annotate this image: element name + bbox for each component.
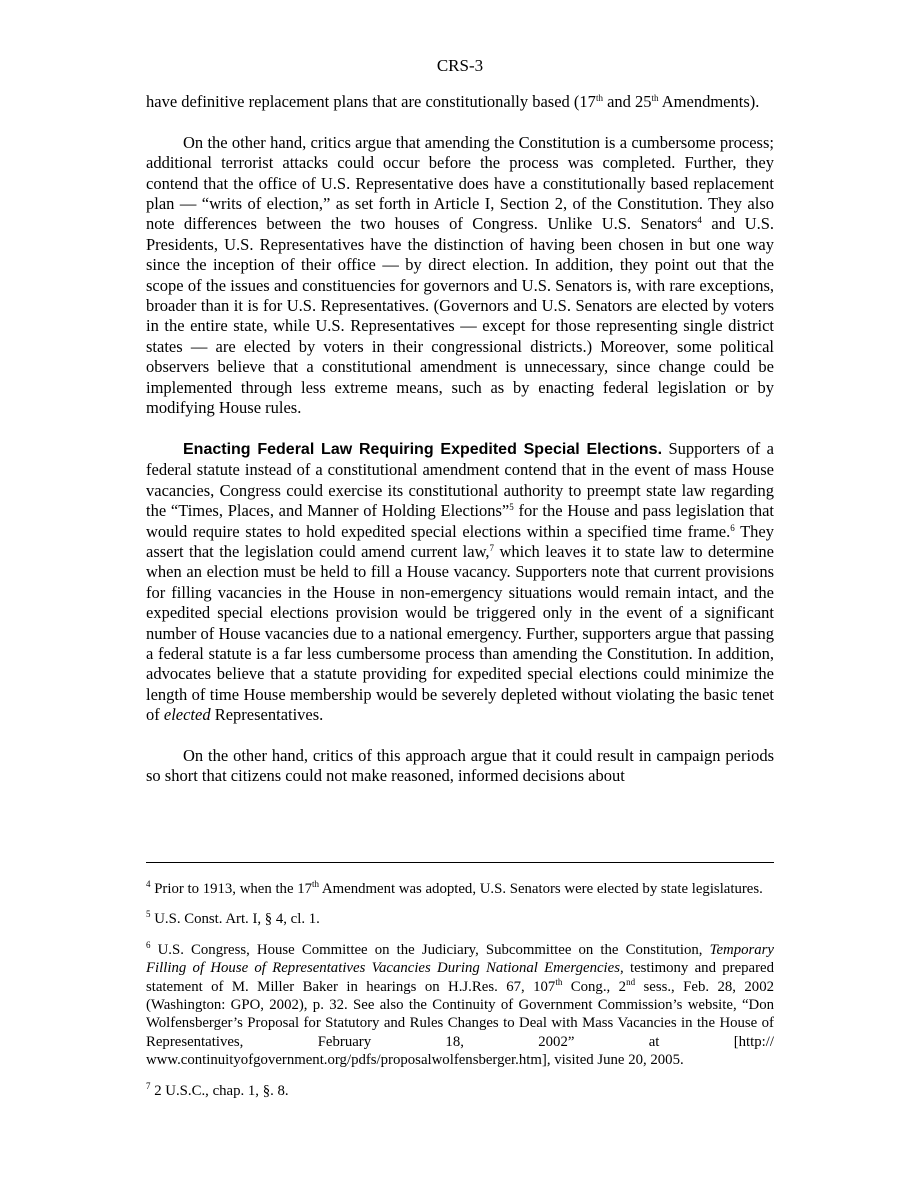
- footnote-divider: [146, 862, 774, 863]
- footnote-4: $^4$ Prior to 1913, when the 17th Amendment was adopted, U.S. Senators were elected by state legislatures.: [146, 879, 763, 897]
- footnote-5: $^5$ U.S. Const. Art. I, § 4, cl. 1.: [146, 909, 320, 928]
- footnote-6: $^6$ U.S. Congress, House Committee on the Judiciary, Subcommittee on the Constitution, Temporary Filling of House of Representatives Vacancies During National Emergencies, testimony and prepared statement of M. Miller Baker in hearings on H.J.Res. 67, 107th Cong., 2nd sess., Feb. 28, 2002 (Washington: GPO, 2002), p. 32. See also the Continuity of Government Commission’s website, “Don Wolfensberger’s Proposal for Statutory and Rules Changes to Deal with Mass Vacancies in the House of Representatives, February 18, 2002” at [http:// www.continuityofgovernment.org/pdfs/proposalwolfensberger.htm], visited June 20, 2005.: [146, 939, 774, 1069]
- footnotes: [146, 880, 774, 1112]
- paragraph-1: have definitive replacement plans that are constitutionally based (17th and 25th Amendments).: [146, 92, 760, 111]
- footnote-ref-7: 7: [489, 542, 495, 553]
- paragraph-4: On the other hand, critics of this approach argue that it could result in campaign periods so short that citizens could not make reasoned, informed decisions about: [146, 745, 774, 786]
- footnote-ref-5: 5: [509, 502, 514, 513]
- main-text: [146, 92, 774, 807]
- footnote-ref-4: 4: [697, 215, 702, 226]
- paragraph-3: Enacting Federal Law Requiring Expedited Special Elections. Supporters of a federal statute instead of a constitutional amendment contend that in the event of mass House vacancies, Congress could exercise its constitutional authority to preempt state law regarding the “Times, Places, and Manner of Holding Elections”$^5$ for the House and pass legislation that would require states to hold expedited special elections within a specified time frame.$^6$ They assert that the legislation could amend current law,$^7$ which leaves it to state law to determine when an election must be held to fill a House vacancy. Supporters note that current provisions for filling vacancies in the House in non-emergency situations would remain intact, and the expedited special elections provision would be triggered only in the event of a significant number of House vacancies due to a national emergency. Further, supporters argue that passing a federal statute is a far less cumbersome process than amending the Constitution. In addition, advocates believe that a statute providing for expedited special elections could minimize the length of time House membership would be severely depleted without violating the basic tenet of elected Representatives.: [146, 438, 775, 725]
- page-number: CRS-3: [436, 56, 484, 75]
- footnote-7: $^7$ 2 U.S.C., chap. 1, §. 8.: [146, 1080, 289, 1099]
- section-heading: Enacting Federal Law Requiring Expedited Special Elections.: [183, 440, 663, 458]
- footnote-ref-6: 6: [730, 522, 735, 533]
- paragraph-2: On the other hand, critics argue that amending the Constitution is a cumbersome process; additional terrorist attacks could occur before the process was completed. Further, they contend that the office of U.S. Representative does have a constitutionally based replacement plan — “writs of election,” as set forth in Article I, Section 2, of the Constitution. They also note differences between the two houses of Congress. Unlike U.S. Senators$^4$ and U.S. Presidents, U.S. Representatives have the distinction of having been chosen in but one way since the inception of their office — by direct election. In addition, they point out that the scope of the issues and constituencies for governors and U.S. Senators is, with rare exceptions, broader than it is for U.S. Representatives. (Governors and U.S. Senators are elected by voters in the entire state, while U.S. Representatives — except for those representing single district states — are elected by voters in their congressional districts.) Moreover, some political observers believe that a constitutional amendment is unnecessary, since change could be implemented through less extreme means, such as by enacting federal legislation or by modifying House rules.: [146, 132, 775, 418]
